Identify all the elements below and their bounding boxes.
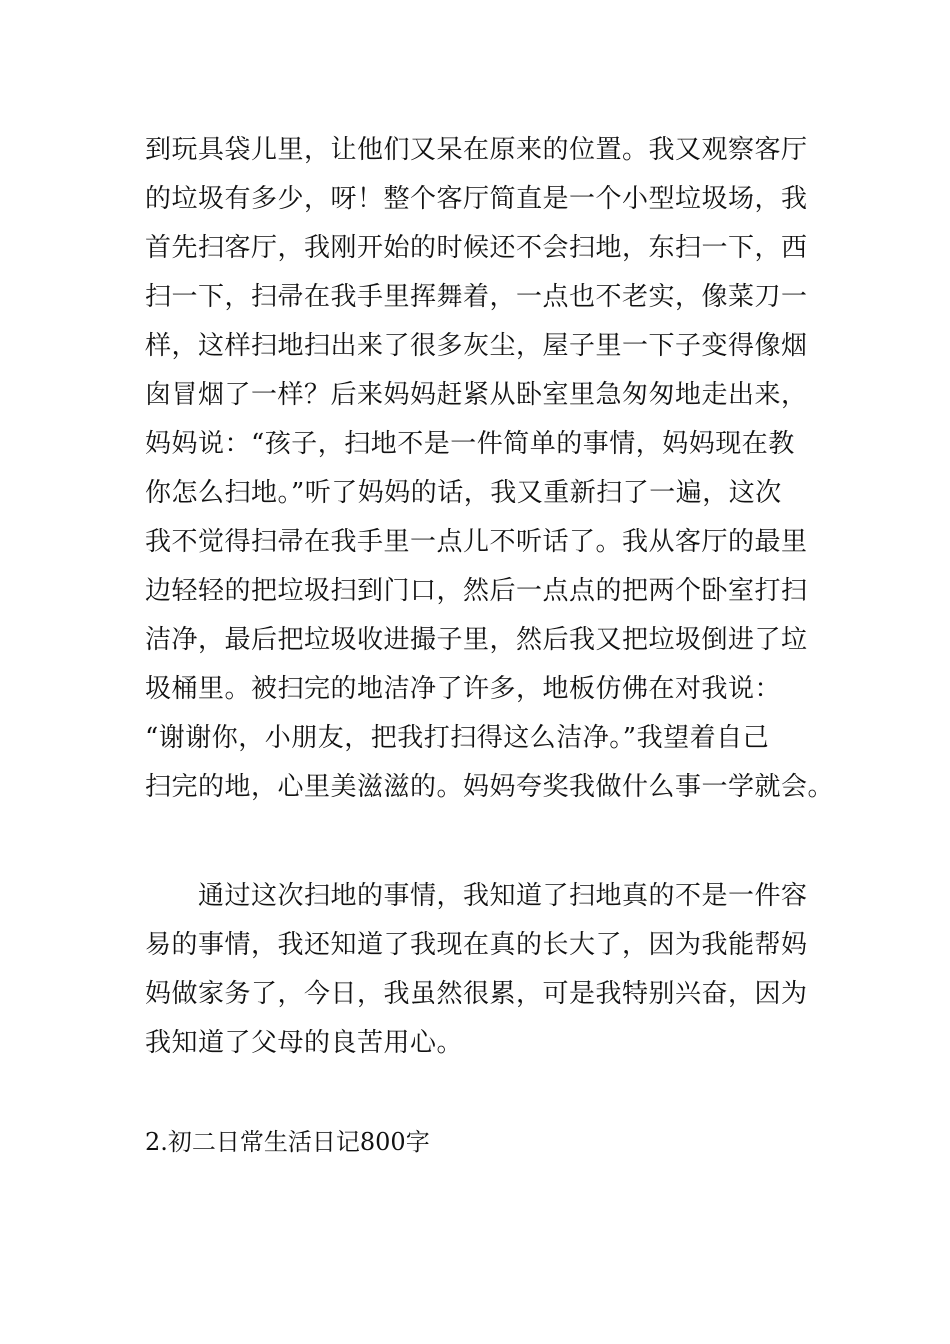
text-line: 扫一下，扫帚在我手里挥舞着，一点也不老实，像菜刀一 xyxy=(145,282,808,312)
text-line: 到玩具袋儿里，让他们又呆在原来的位置。我又观察客厅 xyxy=(145,135,808,165)
text-line: 易的事情，我还知道了我现在真的长大了，因为我能帮妈 xyxy=(145,930,808,960)
text-line: 妈妈说：“孩子，扫地不是一件简单的事情，妈妈现在教 xyxy=(145,429,795,459)
text-line: 扫完的地，心里美滋滋的。妈妈夸奖我做什么事一学就会。 xyxy=(145,772,835,802)
text-line: 首先扫客厅，我刚开始的时候还不会扫地，东扫一下，西 xyxy=(145,233,808,263)
section-heading: 2.初二日常生活日记800字 xyxy=(145,1128,430,1156)
text-line: “谢谢你，小朋友，把我打扫得这么洁净。”我望着自己 xyxy=(145,723,770,753)
text-line: 我知道了父母的良苦用心。 xyxy=(145,1028,464,1058)
text-line: 你怎么扫地。”听了妈妈的话，我又重新扫了一遍，这次 xyxy=(145,478,782,508)
text-line: 妈做家务了，今日，我虽然很累，可是我特别兴奋，因为 xyxy=(145,979,808,1009)
text-line: 样，这样扫地扫出来了很多灰尘，屋子里一下子变得像烟 xyxy=(145,331,808,361)
text-line: 圾桶里。被扫完的地洁净了许多，地板仿佛在对我说： xyxy=(145,674,782,704)
text-line: 的垃圾有多少，呀！整个客厅简直是一个小型垃圾场，我 xyxy=(145,184,808,214)
text-line: 洁净，最后把垃圾收进撮子里，然后我又把垃圾倒进了垃 xyxy=(145,625,808,655)
text-line: 囱冒烟了一样？后来妈妈赶紧从卧室里急匆匆地走出来， xyxy=(145,380,808,410)
text-line: 我不觉得扫帚在我手里一点儿不听话了。我从客厅的最里 xyxy=(145,527,808,557)
text-line: 通过这次扫地的事情，我知道了扫地真的不是一件容 xyxy=(198,881,808,911)
text-line: 边轻轻的把垃圾扫到门口，然后一点点的把两个卧室打扫 xyxy=(145,576,808,606)
